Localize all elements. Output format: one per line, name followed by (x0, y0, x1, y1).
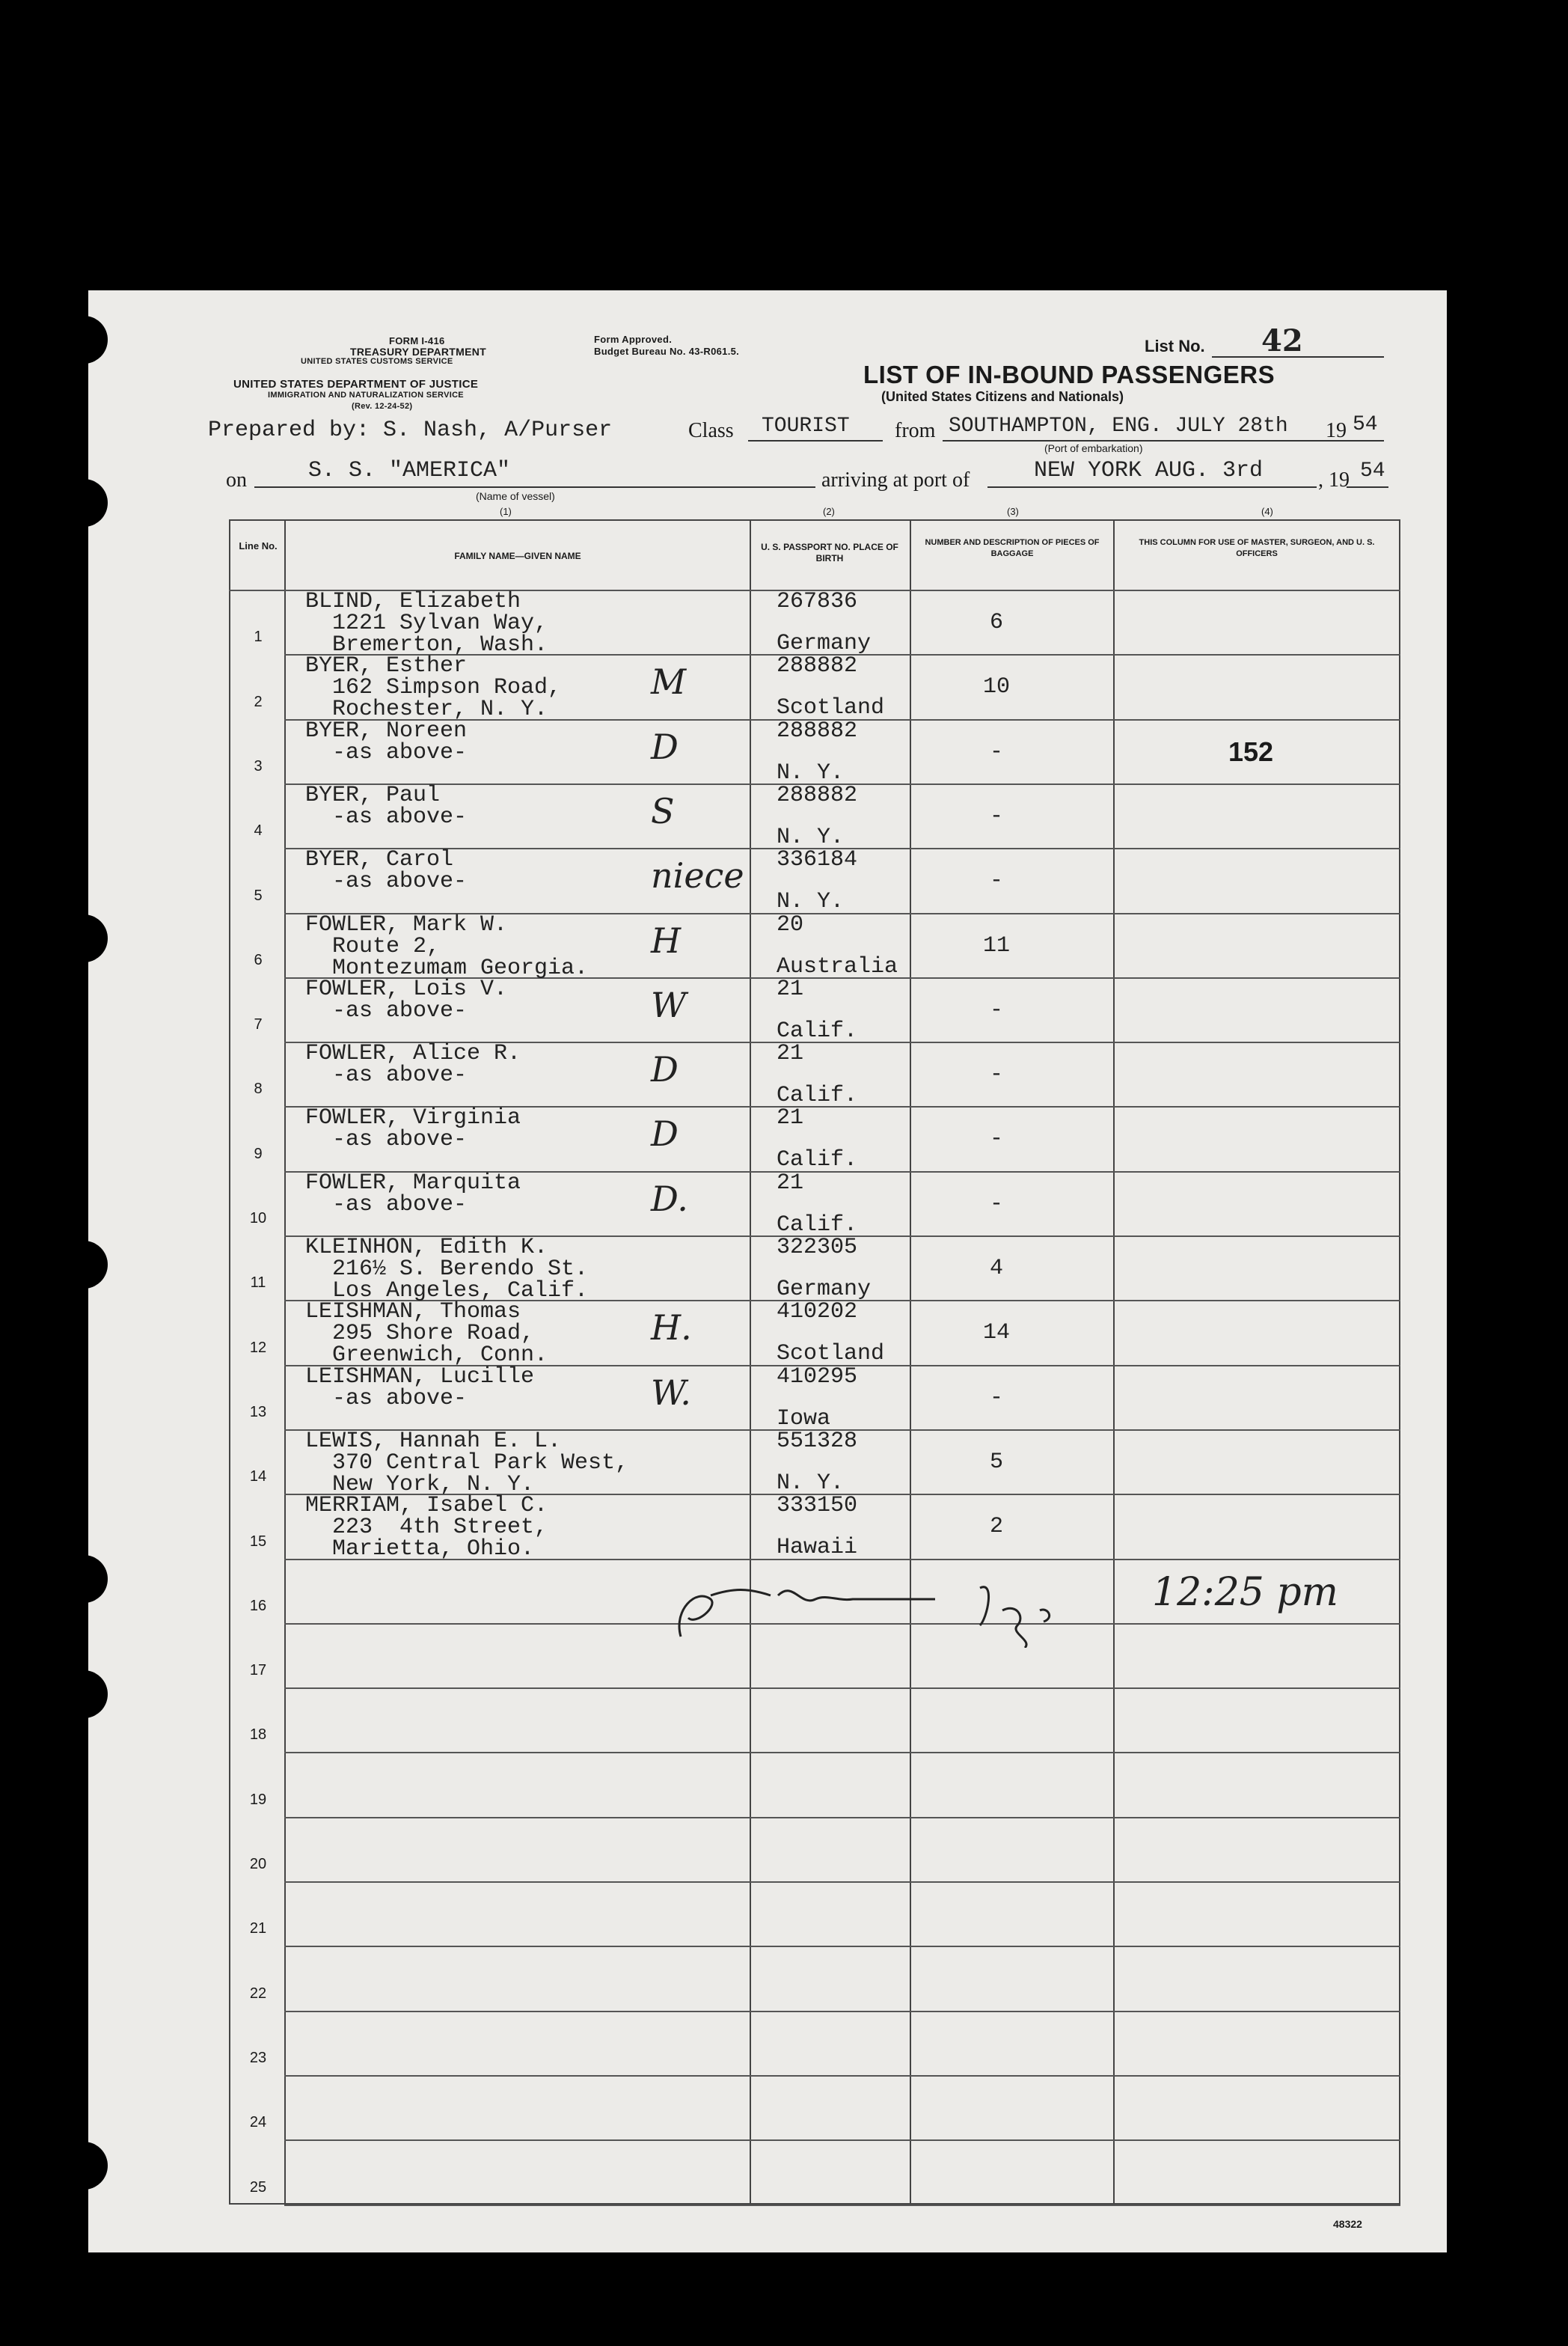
passenger-address: Greenwich, Conn. (305, 1342, 548, 1369)
passenger-name: BLIND, Elizabeth (305, 589, 521, 614)
time-note: 12:25 pm (1152, 1570, 1338, 1615)
line-number: 19 (249, 1791, 267, 1808)
line-number: 8 (254, 1081, 263, 1098)
passport-number: 21 (777, 976, 804, 1002)
place-of-birth: N. Y. (777, 1470, 845, 1496)
place-of-birth: Calif. (777, 1212, 858, 1238)
baggage-count: - (989, 1126, 1003, 1152)
from-label: from (895, 419, 936, 442)
on-label: on (226, 468, 247, 492)
passenger-name: FOWLER, Marquita (305, 1170, 521, 1196)
class-value: TOURIST (762, 415, 850, 438)
line-number: 4 (254, 822, 263, 840)
row-rule (284, 1946, 1400, 1947)
passport-number: 288882 (777, 718, 858, 744)
place-of-birth: Germany (777, 631, 872, 656)
dept-justice-sub: IMMIGRATION AND NATURALIZATION SERVICE (268, 391, 464, 400)
relationship-note: H. (651, 1307, 692, 1348)
line-number: 2 (254, 693, 263, 710)
passport-number: 21 (777, 1170, 804, 1196)
dept-treasury: TREASURY DEPARTMENT (350, 346, 487, 358)
passenger-address: -as above- (305, 1385, 468, 1411)
relationship-note: M (651, 662, 687, 703)
passport-number: 267836 (777, 589, 858, 614)
row-rule (284, 2205, 1400, 2206)
passenger-name: FOWLER, Mark W. (305, 911, 508, 938)
passenger-name: BYER, Esther (305, 653, 468, 679)
port-caption: (Port of embarkation) (1044, 442, 1143, 454)
dept-justice: UNITED STATES DEPARTMENT OF JUSTICE (233, 378, 479, 391)
list-no-value: 42 (1261, 323, 1303, 358)
punch-hole (60, 1670, 108, 1718)
passenger-address: -as above- (305, 739, 468, 766)
vessel-name: S. S. "AMERICA" (308, 458, 511, 483)
line-number: 13 (249, 1403, 267, 1420)
row-rule (284, 2075, 1400, 2077)
row-rule (284, 1881, 1400, 1883)
passenger-address: -as above- (305, 1063, 468, 1089)
line-number: 16 (249, 1597, 267, 1614)
passenger-address: Rochester, N. Y. (305, 697, 548, 723)
row-rule (284, 2139, 1400, 2141)
passenger-address: Route 2, (305, 933, 441, 959)
row-rule (284, 1687, 1400, 1689)
baggage-count: - (989, 1191, 1003, 1217)
passport-number: 21 (777, 1041, 804, 1067)
passenger-address: -as above- (305, 1191, 468, 1218)
revision: (Rev. 12-24-52) (352, 402, 413, 411)
relationship-note: D. (651, 1178, 688, 1219)
punch-hole (60, 316, 108, 364)
col-num-1: (1) (500, 506, 512, 517)
col-header-passport: U. S. PASSPORT NO. PLACE OF BIRTH (761, 542, 898, 563)
place-of-birth: Iowa (777, 1405, 831, 1432)
baggage-count: - (989, 1062, 1003, 1088)
line-number: 22 (249, 1985, 267, 2002)
passenger-name: BYER, Noreen (305, 718, 468, 744)
passenger-address: -as above- (305, 998, 468, 1024)
line-number: 11 (250, 1274, 266, 1292)
baggage-count: 4 (989, 1256, 1003, 1281)
baggage-count: - (989, 739, 1003, 765)
baggage-count: - (989, 803, 1003, 829)
passenger-address: 295 Shore Road, (305, 1321, 535, 1347)
passenger-address: 162 Simpson Road, (305, 675, 562, 701)
line-number: 3 (254, 757, 263, 775)
line-number: 1 (254, 629, 263, 646)
place-of-birth: Australia (777, 953, 898, 980)
passenger-address: 216½ S. Berendo St. (305, 1256, 589, 1282)
passenger-address: -as above- (305, 804, 468, 830)
relationship-note: W (651, 984, 687, 1025)
punch-hole (60, 1555, 108, 1603)
baggage-count: 5 (989, 1449, 1003, 1475)
place-of-birth: Scotland (777, 695, 885, 721)
baggage-count: 10 (982, 674, 1010, 700)
line-number: 7 (254, 1016, 263, 1033)
passport-number: 288882 (777, 782, 858, 808)
col-header-name: FAMILY NAME—GIVEN NAME (454, 551, 581, 561)
punch-hole (60, 479, 108, 527)
passenger-name: LEWIS, Hannah E. L. (305, 1428, 562, 1454)
place-of-birth: N. Y. (777, 824, 845, 850)
budget-bureau: Budget Bureau No. 43-R061.5. (594, 346, 740, 357)
line-number: 14 (249, 1468, 267, 1485)
baggage-count: 14 (982, 1320, 1010, 1346)
line-number: 9 (254, 1145, 263, 1162)
arrival-year: 54 (1360, 459, 1385, 483)
passport-number: 551328 (777, 1428, 858, 1454)
passenger-address: 1221 Sylvan Way, (305, 611, 548, 636)
relationship-note: D (651, 1049, 679, 1090)
place-of-birth: N. Y. (777, 760, 845, 786)
passenger-address: -as above- (305, 1127, 468, 1153)
line-number: 25 (249, 2178, 267, 2196)
baggage-count: 6 (989, 610, 1003, 635)
passport-number: 322305 (777, 1235, 858, 1260)
place-of-birth: Calif. (777, 1018, 858, 1044)
punch-hole (60, 1241, 108, 1289)
baggage-count: 2 (989, 1514, 1003, 1540)
line-number: 18 (249, 1726, 267, 1744)
col-header-line: Line No. (239, 540, 278, 552)
passenger-address: Bremerton, Wash. (305, 632, 548, 658)
place-of-birth: Germany (777, 1277, 872, 1302)
place-of-birth: N. Y. (777, 889, 845, 915)
line-number: 5 (254, 887, 263, 904)
baggage-count: - (989, 1384, 1003, 1411)
passenger-name: FOWLER, Lois V. (305, 976, 508, 1002)
line-number: 20 (249, 1856, 267, 1872)
punch-hole (60, 914, 108, 962)
relationship-note: niece (651, 855, 744, 896)
col-header-officers: THIS COLUMN FOR USE OF MASTER, SURGEON, AND U. S. OFFICERS (1139, 538, 1375, 558)
col-header-baggage: NUMBER AND DESCRIPTION OF PIECES OF BAGGAGE (925, 538, 1100, 558)
line-number: 10 (249, 1210, 267, 1227)
footer-code: 48322 (1333, 2218, 1362, 2230)
class-label: Class (688, 419, 734, 442)
passenger-address: 223 4th Street, (305, 1515, 548, 1541)
passenger-name: FOWLER, Virginia (305, 1105, 521, 1131)
row-rule (284, 1817, 1400, 1818)
passenger-name: MERRIAM, Isabel C. (305, 1493, 548, 1519)
passenger-address: Montezumam Georgia. (305, 955, 589, 981)
line-number: 17 (249, 1662, 267, 1679)
list-no-label: List No. (1145, 337, 1205, 355)
line-number: 21 (249, 1920, 267, 1937)
relationship-note: D (651, 1114, 679, 1155)
col-num-3: (3) (1007, 506, 1019, 517)
officer-count-mark: 152 (1228, 736, 1274, 767)
row-rule (284, 1752, 1400, 1753)
passport-number: 336184 (777, 847, 858, 873)
line-number: 6 (254, 951, 263, 968)
line-number: 12 (249, 1339, 267, 1356)
passenger-name: BYER, Paul (305, 782, 441, 808)
passenger-name: LEISHMAN, Thomas (305, 1299, 521, 1325)
passenger-name: FOWLER, Alice R. (305, 1041, 521, 1067)
from-year-prefix: 19 (1326, 419, 1347, 442)
from-year: 54 (1353, 413, 1378, 436)
relationship-note: W. (651, 1372, 691, 1413)
passenger-name: BYER, Carol (305, 847, 454, 873)
punch-hole (60, 2142, 108, 2190)
place-of-birth: Calif. (777, 1147, 858, 1173)
baggage-count: 11 (982, 932, 1010, 959)
passenger-name: LEISHMAN, Lucille (305, 1363, 535, 1390)
passenger-address: Marietta, Ohio. (305, 1536, 535, 1563)
passport-number: 21 (777, 1105, 804, 1131)
arrival-port: NEW YORK AUG. 3rd (1034, 458, 1264, 483)
arrival-year-prefix: , 19 (1318, 468, 1350, 492)
passenger-address: New York, N. Y. (305, 1471, 535, 1497)
line-number: 15 (249, 1533, 267, 1550)
relationship-note: D (651, 726, 679, 767)
line-number: 23 (249, 2049, 267, 2066)
col-num-2: (2) (823, 506, 835, 517)
passport-number: 410202 (777, 1299, 858, 1325)
passport-number: 288882 (777, 653, 858, 679)
place-of-birth: Calif. (777, 1083, 858, 1109)
row-rule (284, 2011, 1400, 2012)
prepared-by: Prepared by: S. Nash, A/Purser (208, 418, 613, 443)
passport-number: 333150 (777, 1493, 858, 1519)
relationship-note: H (651, 920, 682, 961)
line-number: 24 (249, 2114, 267, 2131)
place-of-birth: Scotland (777, 1341, 885, 1367)
relationship-note: S (651, 790, 675, 831)
passenger-address: 370 Central Park West, (305, 1450, 629, 1476)
place-of-birth: Hawaii (777, 1535, 858, 1561)
vessel-caption: (Name of vessel) (476, 490, 555, 502)
arriving-label: arriving at port of (821, 468, 970, 492)
passenger-address: -as above- (305, 869, 468, 895)
baggage-count: - (989, 868, 1003, 894)
col-num-4: (4) (1261, 506, 1273, 517)
dept-treasury-sub: UNITED STATES CUSTOMS SERVICE (301, 357, 453, 366)
passenger-address: Los Angeles, Calif. (305, 1278, 589, 1304)
passport-number: 410295 (777, 1363, 858, 1390)
baggage-count: - (989, 997, 1003, 1023)
passport-number: 20 (777, 911, 804, 938)
form-number: FORM I-416 (389, 335, 445, 346)
passenger-name: KLEINHON, Edith K. (305, 1235, 548, 1260)
form-approved: Form Approved. (594, 334, 673, 345)
form-subtitle: (United States Citizens and Nationals) (881, 389, 1124, 404)
from-value: SOUTHAMPTON, ENG. JULY 28th (949, 415, 1288, 438)
form-title: LIST OF IN-BOUND PASSENGERS (863, 361, 1275, 388)
